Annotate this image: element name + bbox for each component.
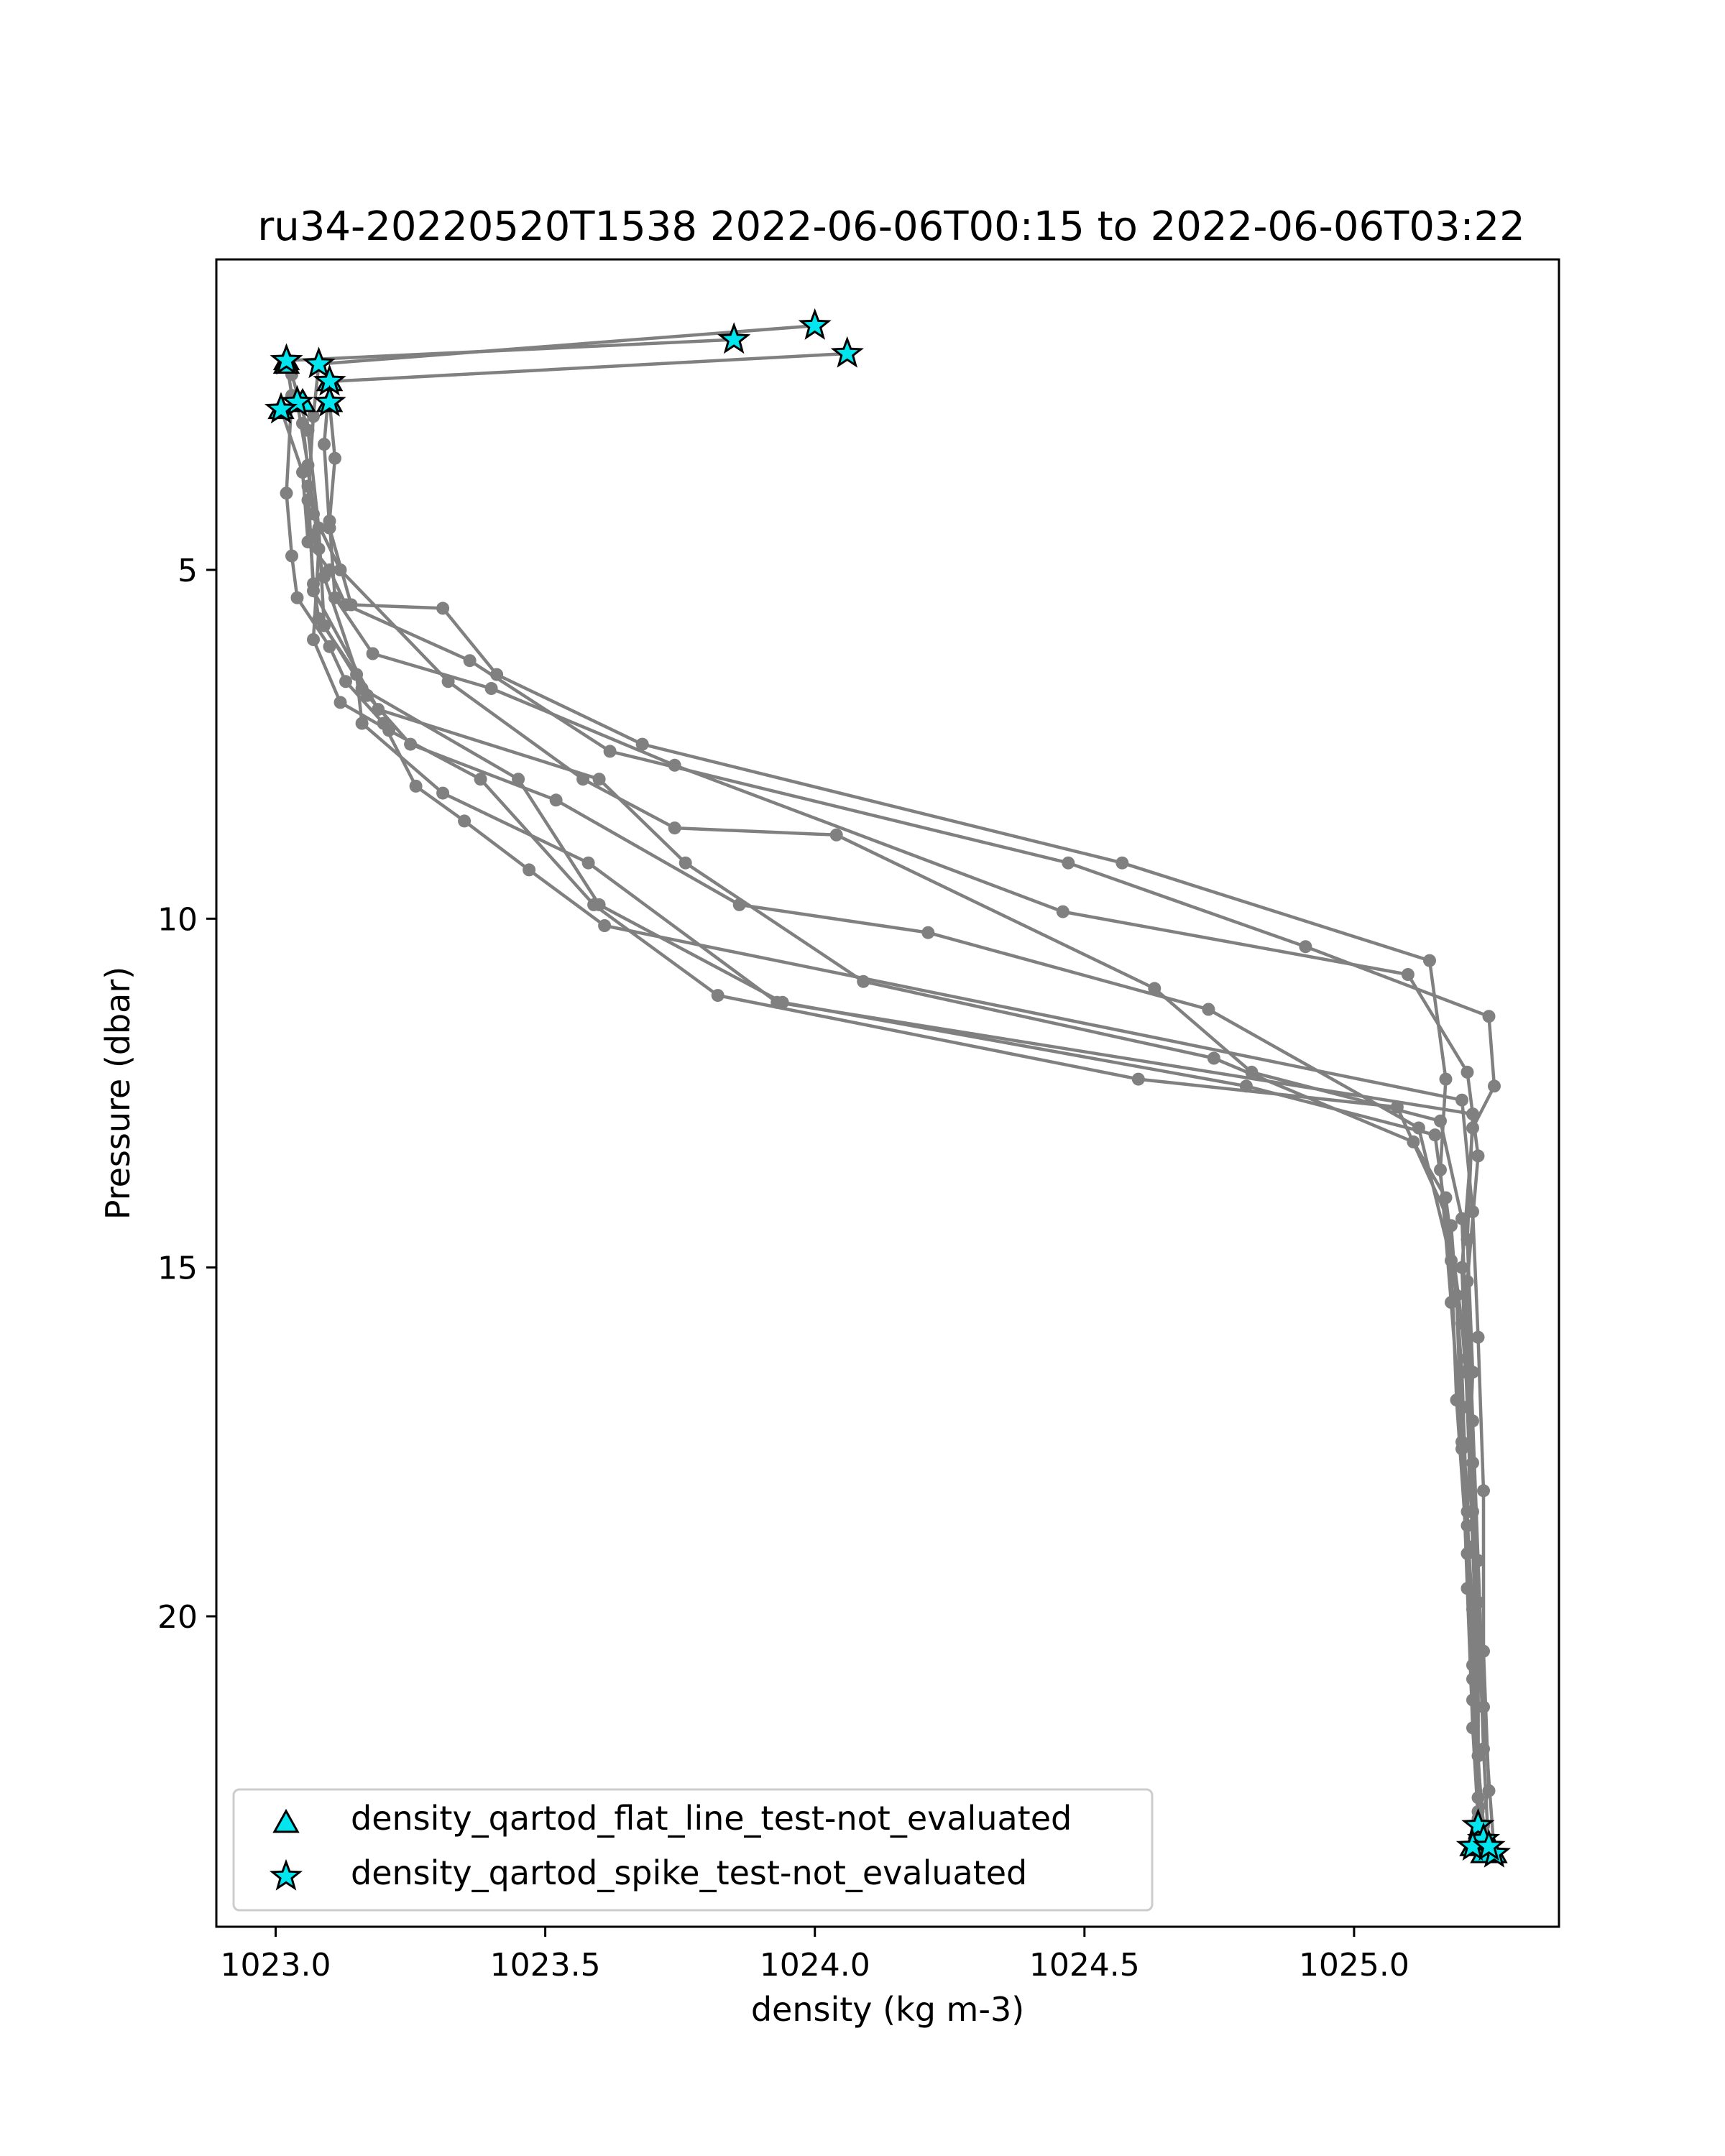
profile-point (1208, 1052, 1220, 1065)
profile-point (1423, 954, 1436, 967)
profile-point (339, 675, 352, 688)
profile-point (318, 571, 331, 584)
x-tick-label: 1023.5 (489, 1947, 601, 1984)
profile-point (598, 919, 611, 932)
x-tick-label: 1024.0 (759, 1947, 870, 1984)
profile-point (1455, 1261, 1468, 1274)
profile-point (404, 738, 417, 751)
profile-point (1466, 1457, 1479, 1470)
profile-point (1461, 1066, 1474, 1079)
profile-point (307, 584, 320, 597)
profile-point (291, 591, 304, 604)
profile-point (296, 417, 309, 430)
profile-point (302, 480, 315, 493)
profile-point (582, 857, 595, 870)
profile-point (523, 863, 535, 876)
profile-point (458, 814, 471, 827)
x-axis-label: density (kg m-3) (750, 1990, 1025, 2029)
profile-point (1299, 940, 1312, 953)
profile-point (593, 898, 606, 911)
profile-point (307, 528, 320, 541)
profile-point (485, 682, 498, 695)
profile-point (334, 563, 347, 576)
profile-point (1455, 1442, 1468, 1455)
profile-point (323, 515, 336, 528)
profile-point (1062, 857, 1075, 870)
profile-point (1472, 1331, 1485, 1344)
profile-point (436, 602, 449, 614)
profile-point (679, 857, 692, 870)
profile-point (1202, 1003, 1215, 1016)
y-axis-label: Pressure (dbar) (98, 966, 137, 1220)
profile-point (1472, 1149, 1485, 1162)
profile-point (464, 654, 477, 667)
profile-point (1472, 1749, 1485, 1762)
legend-label-flat-line: density_qartod_flat_line_test-not_evaluated (351, 1799, 1072, 1838)
profile-point (1132, 1073, 1145, 1086)
y-tick-label: 20 (157, 1599, 198, 1636)
x-tick-label: 1025.0 (1298, 1947, 1409, 1984)
profile-point (280, 487, 293, 499)
profile-point (318, 438, 331, 451)
profile-point (436, 787, 449, 800)
profile-point (830, 829, 843, 842)
y-tick-label: 10 (157, 901, 198, 939)
profile-point (1240, 1079, 1253, 1092)
profile-point (604, 745, 617, 757)
profile-point (776, 996, 789, 1009)
profile-point (1434, 1115, 1447, 1128)
profile-point (921, 926, 934, 939)
profile-point (1116, 857, 1128, 870)
profile-point (550, 793, 563, 806)
profile-point (593, 773, 606, 786)
profile-point (1440, 1073, 1453, 1086)
profile-point (285, 550, 298, 563)
profile-point (1402, 968, 1414, 981)
chart-title: ru34-20220520T1538 2022-06-06T00:15 to 2022-06-06T03:22 (257, 203, 1525, 250)
y-tick-label: 5 (178, 552, 198, 589)
profile-point (328, 452, 341, 465)
legend (234, 1789, 1152, 1910)
profile-point (1488, 1079, 1501, 1092)
profile-point (442, 675, 455, 688)
profile-point (668, 821, 681, 834)
profile-point (307, 633, 320, 646)
profile-point (512, 773, 525, 786)
profile-point (668, 759, 681, 772)
profile-point (367, 648, 380, 660)
profile-point (474, 773, 487, 786)
profile-point (1148, 982, 1161, 995)
profile-point (1057, 906, 1070, 918)
profile-point (1450, 1289, 1463, 1302)
profile-point (1407, 1135, 1420, 1148)
profile-point (1483, 1010, 1496, 1023)
x-tick-label: 1023.0 (220, 1947, 331, 1984)
profile-point (1455, 1094, 1468, 1107)
x-tick-label: 1024.5 (1029, 1947, 1140, 1984)
profile-point (1466, 1603, 1479, 1616)
profile-point (356, 682, 369, 695)
profile-point (712, 989, 724, 1002)
legend-label-spike: density_qartod_spike_test-not_evaluated (351, 1853, 1028, 1892)
profile-point (857, 975, 870, 988)
profile-point (1466, 1505, 1479, 1518)
profile-point (334, 696, 347, 709)
profile-point (410, 780, 423, 793)
profile-point (1429, 1128, 1442, 1141)
profile-point (1455, 1212, 1468, 1225)
y-tick-label: 15 (157, 1250, 198, 1287)
profile-point (372, 703, 385, 716)
profile-point (1477, 1484, 1490, 1497)
